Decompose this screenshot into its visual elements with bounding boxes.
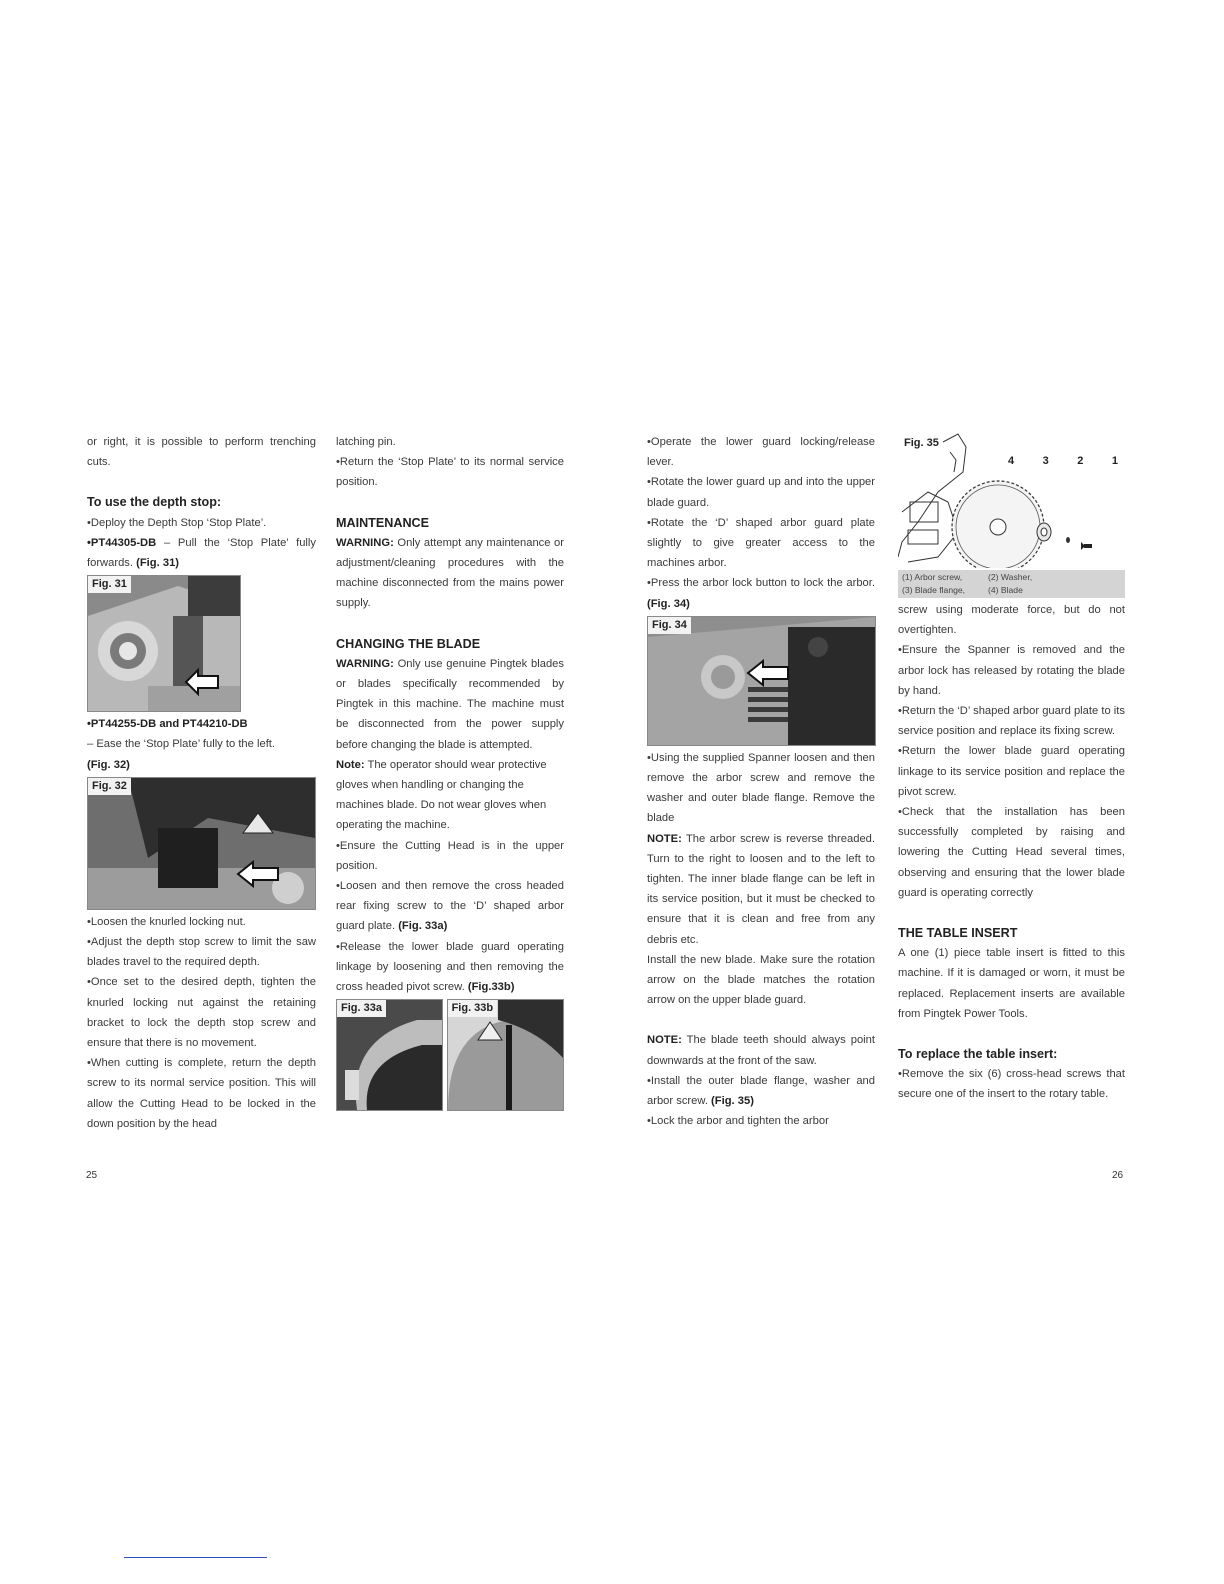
- fig35-reference: (Fig. 35): [711, 1095, 754, 1108]
- note-text: The operator should wear protective gloves when handling or changing the machines blade. Do not wear gloves when operating the machine.: [336, 758, 547, 832]
- figure-32-label: Fig. 32: [88, 778, 131, 795]
- figure-31-label: Fig. 31: [88, 576, 131, 593]
- legend-washer: (2) Washer,: [988, 572, 1033, 582]
- gloves-note: [336, 755, 564, 836]
- fig33a-reference: (Fig. 33a): [398, 920, 448, 933]
- warning-text: Only use genuine Pingtek blades or blades specifically recommended by Pingtek in this machine. The machine must be disconnected from the power supply before changing the blade is attempted.: [336, 657, 564, 751]
- legend-blade-flange: (3) Blade flange,: [902, 585, 966, 595]
- figure-33a: [336, 999, 443, 1111]
- fig31-reference: (Fig. 31): [136, 557, 180, 570]
- maintenance-warning: [336, 533, 564, 614]
- page-number-26: 26: [1112, 1170, 1124, 1181]
- figure-32: [87, 777, 316, 910]
- trenching-text: or right, it is possible to perform trenching cuts.: [87, 436, 316, 469]
- figure-34: [647, 616, 876, 746]
- bullet-spanner-loosen: •Using the supplied Spanner loosen and then remove the arbor screw and remove the washer and outer blade flange. Remove the blade: [647, 751, 875, 825]
- bullet-adjust-screw: •Adjust the depth stop screw to limit the saw blades travel to the required depth.: [87, 936, 316, 969]
- bullet-cutting-head-up: •Ensure the Cutting Head is in the upper position.: [336, 839, 564, 872]
- part-number-4: 4: [1008, 455, 1015, 467]
- figure-33-row: [336, 999, 564, 1111]
- legend-arbor-screw: (1) Arbor screw,: [902, 572, 963, 582]
- reverse-thread-note: [647, 829, 875, 950]
- bullet-operate-lever: •Operate the lower guard locking/release lever.: [647, 436, 875, 469]
- bullet-loosen-nut: •Loosen the knurled locking nut.: [87, 915, 246, 928]
- part-number-1: 1: [1111, 455, 1118, 467]
- figure-33b: [447, 999, 564, 1111]
- page26-column-3: [647, 432, 875, 1131]
- bullet-return-stop-plate: •Return the ‘Stop Plate’ to its normal service position.: [336, 456, 564, 489]
- bullet-loosen-rear-screw: [336, 876, 564, 937]
- bullet-once-set: •Once set to the desired depth, tighten the knurled locking nut against the retaining bracket to lock the depth stop screw and ensure that there is no movement.: [87, 976, 316, 1050]
- replace-insert-heading: To replace the table insert:: [898, 1047, 1058, 1062]
- figure-33a-label: Fig. 33a: [337, 1000, 386, 1017]
- legend-row-2: [902, 584, 1121, 597]
- changing-blade-heading: CHANGING THE BLADE: [336, 636, 481, 651]
- bullet-install-flange: [647, 1071, 875, 1111]
- note-label: NOTE:: [647, 1034, 682, 1047]
- blade-assembly-diagram: [898, 432, 1125, 568]
- figure-33b-label: Fig. 33b: [448, 1000, 498, 1017]
- ease-stop-plate-text: – Ease the ‘Stop Plate’ fully to the left.: [87, 738, 276, 751]
- warning-label: WARNING:: [336, 657, 394, 670]
- note-text: The blade teeth should always point downwards at the front of the saw.: [647, 1034, 875, 1067]
- bullet-spanner-removed: •Ensure the Spanner is removed and the arbor lock has released by rotating the blade by hand.: [898, 644, 1125, 697]
- figure-35: [898, 432, 1125, 598]
- maintenance-heading: MAINTENANCE: [336, 515, 430, 530]
- bullet-return-d-plate: •Return the ‘D’ shaped arbor guard plate to its service position and replace its fixing screw.: [898, 705, 1125, 738]
- bullet-lock-arbor: •Lock the arbor and tighten the arbor: [647, 1115, 829, 1128]
- depth-stop-heading: To use the depth stop:: [87, 495, 222, 510]
- note-label: NOTE:: [647, 832, 682, 845]
- install-blade-text: Install the new blade. Make sure the rotation arrow on the blade matches the rotation arrow on the upper blade guard.: [647, 953, 875, 1007]
- note-label: Note:: [336, 758, 365, 771]
- blade-warning: [336, 654, 564, 755]
- bullet-pt44305: [87, 533, 316, 573]
- part-number-3: 3: [1042, 455, 1049, 467]
- figure-35-number-labels: [1008, 454, 1118, 468]
- depth-stop-photo-32: [88, 778, 315, 909]
- warning-label: WARNING:: [336, 536, 394, 549]
- fig34-reference: (Fig. 34): [647, 597, 690, 610]
- bullet-remove-screws: •Remove the six (6) cross-head screws that secure one of the insert to the rotary table.: [898, 1068, 1125, 1101]
- legend-row-1: [902, 571, 1121, 584]
- footnote-rule: [124, 1557, 267, 1558]
- bullet-deploy-depth-stop: •Deploy the Depth Stop ‘Stop Plate’.: [87, 516, 267, 529]
- table-insert-text: A one (1) piece table insert is fitted to this machine. If it is damaged or worn, it must be replaced. Replacement inserts are available from Pingtek Power Tools.: [898, 947, 1125, 1020]
- fig33b-reference: (Fig.33b): [467, 981, 515, 994]
- depth-stop-photo-31: [88, 576, 240, 711]
- bullet-pt44255-pt44210: [87, 714, 316, 734]
- bullet-return-linkage: •Return the lower blade guard operating linkage to its service position and replace the pivot screw.: [898, 745, 1125, 798]
- bullet-check-installation: •Check that the installation has been successfully completed by raising and lowering the Cutting Head several times, observing and ensuring that the lower blade guard is operating correctly: [898, 806, 1125, 899]
- arbor-lock-text: •Press the arbor lock button to lock the arbor.: [647, 577, 875, 590]
- figure-35-legend: [898, 570, 1125, 598]
- legend-blade: (4) Blade: [988, 585, 1023, 595]
- model-pt44255-pt44210: •PT44255-DB and PT44210-DB: [87, 718, 248, 731]
- page25-column-1: [87, 432, 316, 1134]
- bullet-rotate-lower-guard: •Rotate the lower guard up and into the upper blade guard.: [647, 476, 875, 509]
- install-flange-text: •Install the outer blade flange, washer and arbor screw.: [647, 1074, 875, 1108]
- warning-text: Only attempt any maintenance or adjustment/cleaning procedures with the machine disconnected from the mains power supply.: [336, 536, 564, 610]
- fig32-reference: (Fig. 32): [87, 758, 130, 771]
- loosen-rear-screw-text: •Loosen and then remove the cross headed rear fixing screw to the ‘D’ shaped arbor guard plate.: [336, 880, 564, 933]
- bullet-release-linkage: [336, 937, 564, 998]
- table-insert-heading: THE TABLE INSERT: [898, 926, 1018, 941]
- bullet-rotate-d-plate: •Rotate the ‘D’ shaped arbor guard plate slightly to give greater access to the machines arbor.: [647, 516, 875, 570]
- pt44305-text: – Pull the ‘Stop Plate’ fully forwards.: [87, 536, 316, 570]
- latching-pin-text: latching pin.: [336, 436, 396, 448]
- figure-34-label: Fig. 34: [648, 617, 691, 634]
- moderate-force-text: screw using moderate force, but do not overtighten.: [898, 604, 1125, 637]
- release-linkage-text: •Release the lower blade guard operating linkage by loosening and then removing the cross headed pivot screw.: [336, 940, 564, 994]
- note-text: The arbor screw is reverse threaded. Turn to the right to loosen and to the left to tighten. The inner blade flange can be left in its service position, but it must be checked to ensure that it is clean and free from any debris etc.: [647, 832, 875, 946]
- part-number-2: 2: [1077, 455, 1084, 467]
- figure-31: [87, 575, 241, 712]
- model-pt44305: •PT44305-DB: [87, 536, 157, 549]
- bullet-when-complete: •When cutting is complete, return the depth screw to its normal service position. This will allow the Cutting Head to be locked in the down position by the head: [87, 1057, 316, 1130]
- figure-35-label: Fig. 35: [904, 437, 939, 449]
- teeth-direction-note: [647, 1030, 875, 1070]
- page-number-25: 25: [86, 1170, 98, 1181]
- bullet-arbor-lock: [647, 573, 875, 613]
- page26-column-4: [898, 432, 1125, 1105]
- arbor-lock-photo: [648, 617, 875, 745]
- page25-column-2: [336, 432, 564, 1111]
